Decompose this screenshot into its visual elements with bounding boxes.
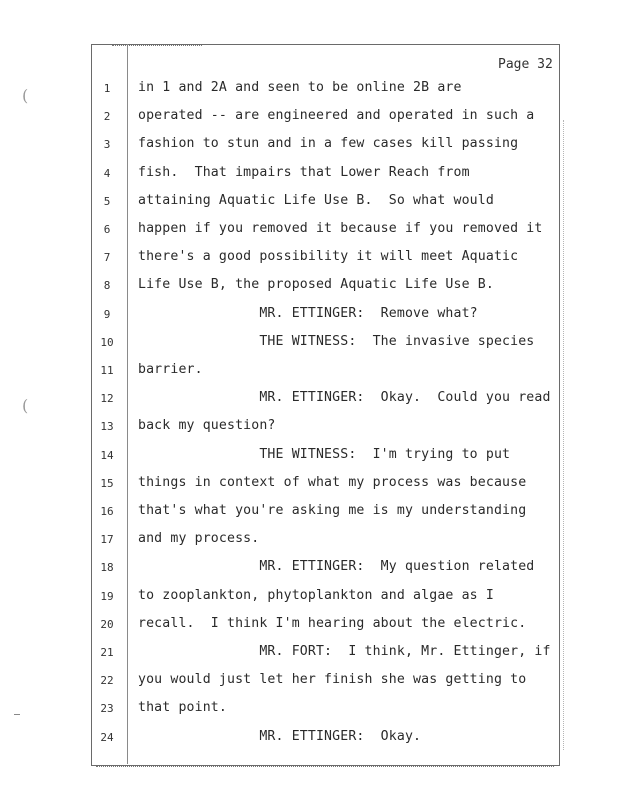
line-number: 2 [103,110,111,124]
transcript-line: recall. I think I'm hearing about the electric. [138,615,527,631]
line-number: 7 [103,251,111,265]
page-number: Page 32 [498,57,553,72]
transcript-line: MR. ETTINGER: My question related [138,559,535,575]
transcript-line: there's a good possibility it will meet Aquatic [138,249,519,265]
transcript-line: happen if you removed it because if you removed it [138,221,543,236]
line-number: 14 [100,448,114,462]
transcript-line: MR. ETTINGER: Okay. Could you read [138,390,551,406]
line-number: 5 [103,194,111,208]
line-number: 11 [100,364,114,377]
line-number: 22 [100,674,114,688]
transcript-line: MR. ETTINGER: Remove what? [138,305,478,321]
line-number-rule [127,44,128,764]
transcript-line: in 1 and 2A and seen to be online 2B are [138,80,462,95]
transcript-line: fish. That impairs that Lower Reach from [138,164,470,180]
transcript-line: that's what you're asking me is my understanding [138,503,527,518]
line-number: 4 [103,166,111,180]
transcript-line: MR. FORT: I think, Mr. Ettinger, if [138,644,551,659]
transcript-line: attaining Aquatic Life Use B. So what would [138,192,494,208]
line-number: 18 [100,561,114,575]
scan-artifact-top [112,45,202,47]
transcript-line: THE WITNESS: I'm trying to put [138,446,511,462]
transcript-line: operated -- are engineered and operated in such a [138,108,535,124]
transcript-line: that point. [138,700,227,716]
line-number: 13 [100,420,114,434]
line-number: 19 [100,589,114,603]
line-number: 9 [103,307,111,321]
scan-artifact-bottom [96,766,554,768]
hole-punch-mark-top: ( [22,86,29,105]
line-number: 1 [103,82,111,95]
line-number: 15 [100,476,114,490]
margin-tick-mark [14,714,20,715]
hole-punch-mark-middle: ( [22,396,29,415]
line-number: 20 [100,617,114,631]
transcript-line: Life Use B, the proposed Aquatic Life Use B. [138,277,494,293]
line-number: 12 [100,392,114,406]
transcript-line: and my process. [138,531,260,547]
line-number: 24 [100,730,114,744]
line-number: 10 [100,335,114,349]
line-number: 17 [100,533,114,547]
transcript-line: fashion to stun and in a few cases kill passing [138,136,519,152]
line-number: 8 [103,279,111,293]
transcript-line: to zooplankton, phytoplankton and algae as I [138,587,494,603]
line-number: 3 [103,138,111,152]
transcript-line: you would just let her finish she was getting to [138,672,527,688]
transcript-line: barrier. [138,362,203,377]
transcript-line: THE WITNESS: The invasive species [138,333,535,349]
line-number: 16 [100,505,114,518]
line-number: 21 [100,646,114,659]
transcript-line: things in context of what my process was because [138,474,527,490]
line-number: 23 [100,702,114,716]
scan-artifact-right [563,120,565,750]
line-number: 6 [103,223,111,236]
transcript-line: MR. ETTINGER: Okay. [138,728,422,744]
transcript-line: back my question? [138,418,276,434]
